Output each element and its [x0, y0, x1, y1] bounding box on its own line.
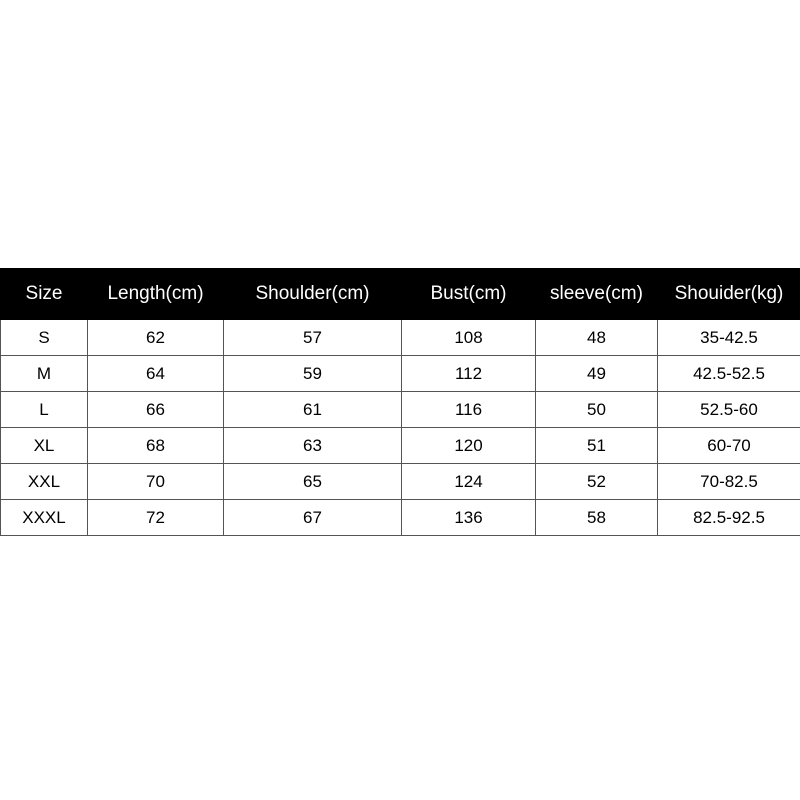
cell-length: 66 [88, 392, 224, 428]
cell-length: 64 [88, 356, 224, 392]
cell-weight: 42.5-52.5 [658, 356, 800, 392]
cell-bust: 112 [402, 356, 536, 392]
table-header [1, 269, 800, 320]
cell-sleeve: 48 [536, 320, 658, 356]
cell-sleeve: 52 [536, 464, 658, 500]
cell-shoulder: 65 [224, 464, 402, 500]
table-body [1, 320, 800, 536]
cell-shoulder: 61 [224, 392, 402, 428]
cell-size: M [1, 356, 88, 392]
cell-shoulder: 63 [224, 428, 402, 464]
size-chart-table [0, 268, 800, 536]
cell-size: XXXL [1, 500, 88, 536]
table-row [1, 464, 800, 500]
cell-sleeve: 58 [536, 500, 658, 536]
cell-bust: 108 [402, 320, 536, 356]
header-length: Length(cm) [88, 269, 224, 320]
cell-bust: 136 [402, 500, 536, 536]
cell-length: 68 [88, 428, 224, 464]
cell-size: XL [1, 428, 88, 464]
cell-length: 62 [88, 320, 224, 356]
cell-length: 70 [88, 464, 224, 500]
cell-shoulder: 59 [224, 356, 402, 392]
cell-size: S [1, 320, 88, 356]
header-bust: Bust(cm) [402, 269, 536, 320]
header-sleeve: sleeve(cm) [536, 269, 658, 320]
table-row [1, 392, 800, 428]
cell-weight: 70-82.5 [658, 464, 800, 500]
cell-weight: 35-42.5 [658, 320, 800, 356]
cell-bust: 124 [402, 464, 536, 500]
cell-shoulder: 67 [224, 500, 402, 536]
cell-size: XXL [1, 464, 88, 500]
header-row [1, 269, 800, 320]
cell-bust: 120 [402, 428, 536, 464]
cell-sleeve: 51 [536, 428, 658, 464]
cell-weight: 82.5-92.5 [658, 500, 800, 536]
header-size: Size [1, 269, 88, 320]
header-shoulder: Shoulder(cm) [224, 269, 402, 320]
cell-shoulder: 57 [224, 320, 402, 356]
header-weight: Shouider(kg) [658, 269, 800, 320]
cell-length: 72 [88, 500, 224, 536]
table-row [1, 500, 800, 536]
cell-sleeve: 50 [536, 392, 658, 428]
cell-weight: 60-70 [658, 428, 800, 464]
table-row [1, 320, 800, 356]
cell-sleeve: 49 [536, 356, 658, 392]
table-row [1, 356, 800, 392]
cell-size: L [1, 392, 88, 428]
cell-weight: 52.5-60 [658, 392, 800, 428]
cell-bust: 116 [402, 392, 536, 428]
table-row [1, 428, 800, 464]
